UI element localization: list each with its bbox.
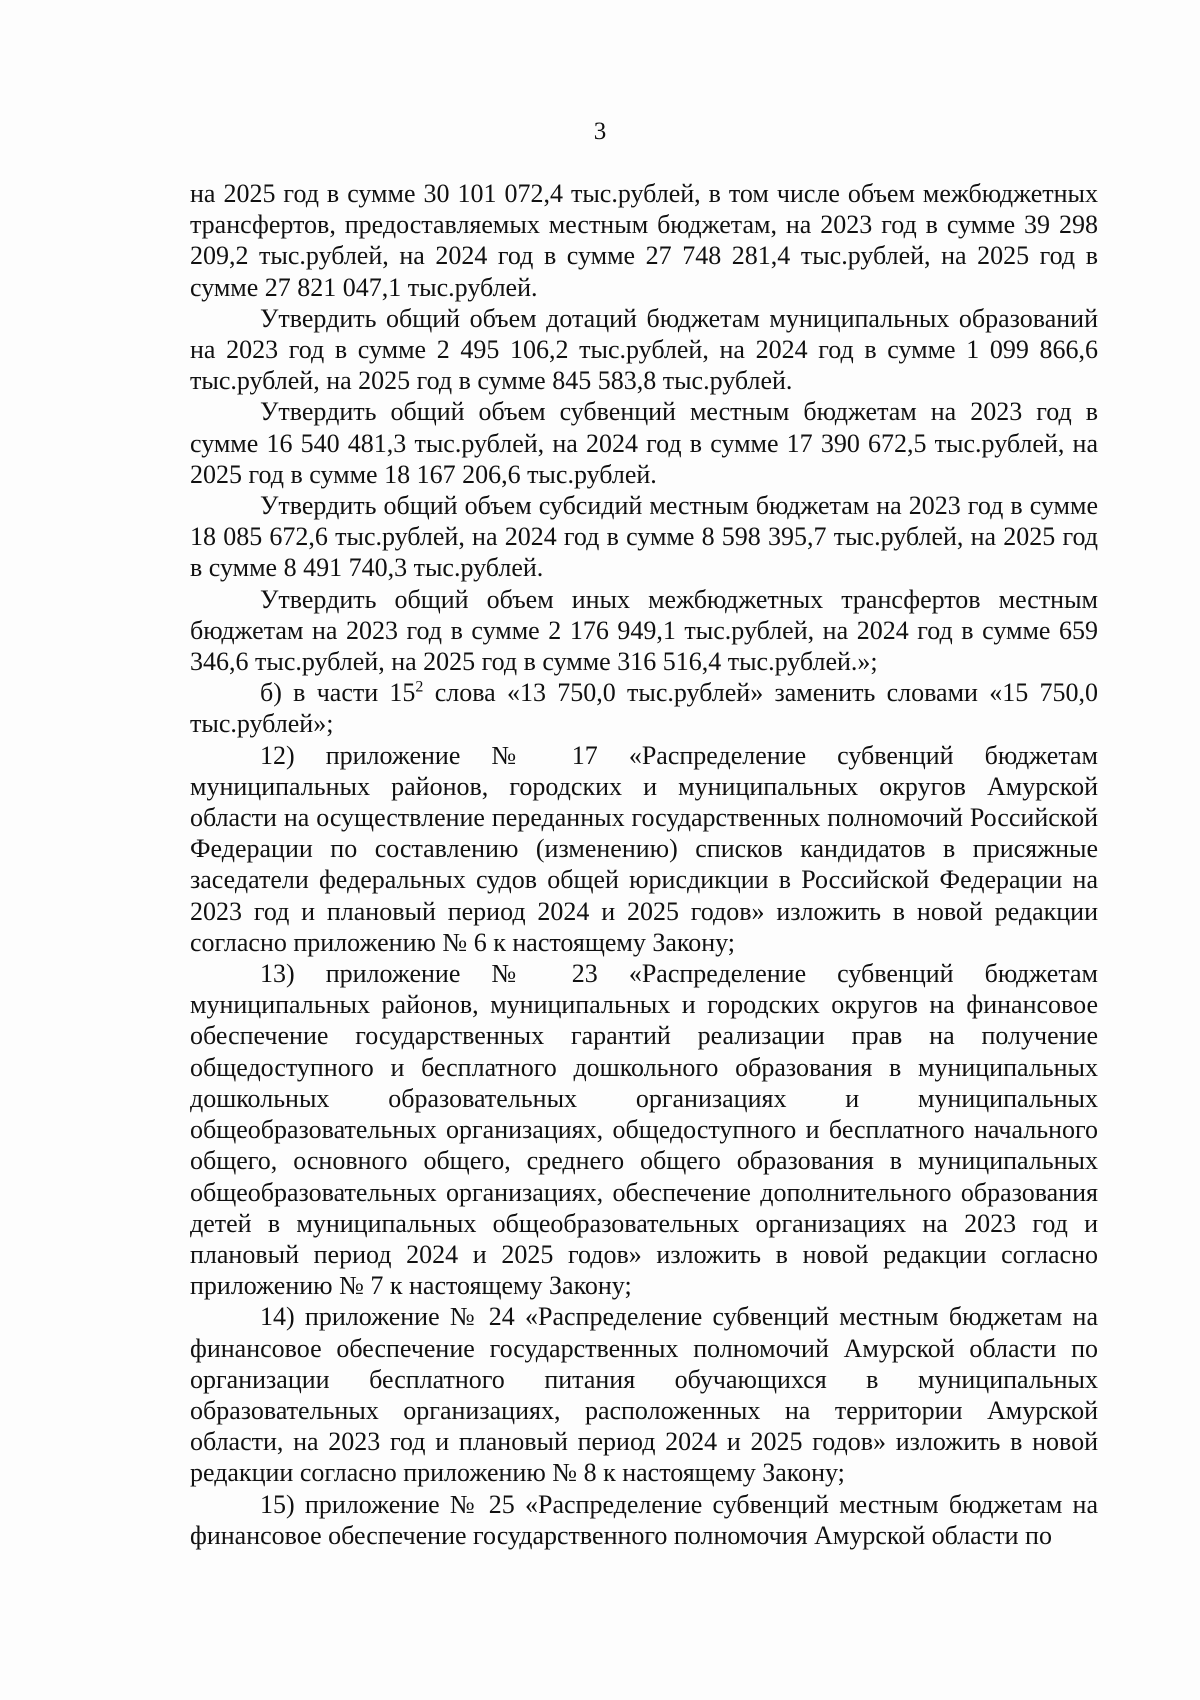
paragraph-item-b-part-15 — [190, 677, 1098, 739]
paragraph-item-15-appendix-25: 15) приложение № 25 «Распределение субвенций местным бюджетам на финансовое обеспечение государственного полномочия Амурской области по — [190, 1489, 1098, 1550]
paragraph-subventions: Утвердить общий объем субвенций местным бюджетам на 2023 год в сумме 16 540 481,3 тыс.рублей, на 2024 год в сумме 17 390 672,5 тыс.рублей, на 2025 год в сумме 18 167 206,6 тыс.рублей. — [190, 397, 1098, 489]
paragraph-item-14-appendix-24: 14) приложение № 24 «Распределение субвенций местным бюджетам на финансовое обеспечение государственных полномочий Амурской области по организации бесплатного питания обучающихся в муниципальных образовательных организациях, расположенных на территории Амурской области, на 2023 год и плановый период 2024 и 2025 годов» изложить в новой редакции согласно приложению № 8 к настоящему Закону; — [190, 1302, 1098, 1488]
paragraph-other-transfers: Утвердить общий объем иных межбюджетных трансфертов местным бюджетам на 2023 год в сумме 2 176 949,1 тыс.рублей, на 2024 год в сумме 659 346,6 тыс.рублей, на 2025 год в сумме 316 516,4 тыс.рублей.»; — [190, 584, 1098, 677]
paragraph-item-13-appendix-23: 13) приложение № 23 «Распределение субвенций бюджетам муниципальных районов, муниципальных и городских округов на финансовое обеспечение государственных гарантий реализации прав на получение общедоступного и бесплатного дошкольного образования в муниципальных дошкольных образовательных организациях и муниципальных общеобразовательных организациях, общедоступного и бесплатного начального общего, основного общего, среднего общего образования в муниципальных общеобразовательных организациях, обеспечение дополнительного образования детей в муниципальных общеобразовательных организациях на 2023 год и плановый период 2024 и 2025 годов» изложить в новой редакции согласно приложению № 7 к настоящему Закону; — [190, 959, 1098, 1301]
item-b-text-before: б) в части 15 — [260, 678, 416, 708]
document-body — [190, 178, 1098, 1551]
paragraph-subsidies-dotations: Утвердить общий объем дотаций бюджетам муниципальных образований на 2023 год в сумме 2 495 106,2 тыс.рублей, на 2024 год в сумме 1 099 866,6 тыс.рублей, на 2025 год в сумме 845 583,8 тыс.рублей. — [190, 303, 1098, 396]
paragraph-subsidies: Утвердить общий объем субсидий местным бюджетам на 2023 год в сумме 18 085 672,6 тыс.рублей, на 2024 год в сумме 8 598 395,7 тыс.рублей, на 2025 год в сумме 8 491 740,3 тыс.рублей. — [190, 491, 1098, 583]
paragraph-item-12-appendix-17: 12) приложение № 17 «Распределение субвенций бюджетам муниципальных районов, городских и муниципальных округов Амурской области на осуществление переданных государственных полномочий Российской Федерации по составлению (изменению) списков кандидатов в присяжные заседатели федеральных судов общей юрисдикции в Российской Федерации на 2023 год и плановый период 2024 и 2025 годов» изложить в новой редакции согласно приложению № 6 к настоящему Закону; — [190, 740, 1098, 957]
item-b-superscript: 2 — [415, 678, 424, 696]
page-number: 3 — [593, 118, 607, 145]
item-b-text-after: слова «13 750,0 тыс.рублей» заменить словами «15 750,0 тыс.рублей»; — [190, 678, 1098, 739]
paragraph-intergovernmental-transfers: на 2025 год в сумме 30 101 072,4 тыс.рублей, в том числе объем межбюджетных трансфертов, предоставляемых местным бюджетам, на 2023 год в сумме 39 298 209,2 тыс.рублей, на 2024 год в сумме 27 748 281,4 тыс.рублей, на 2025 год в сумме 27 821 047,1 тыс.рублей. — [190, 179, 1098, 302]
